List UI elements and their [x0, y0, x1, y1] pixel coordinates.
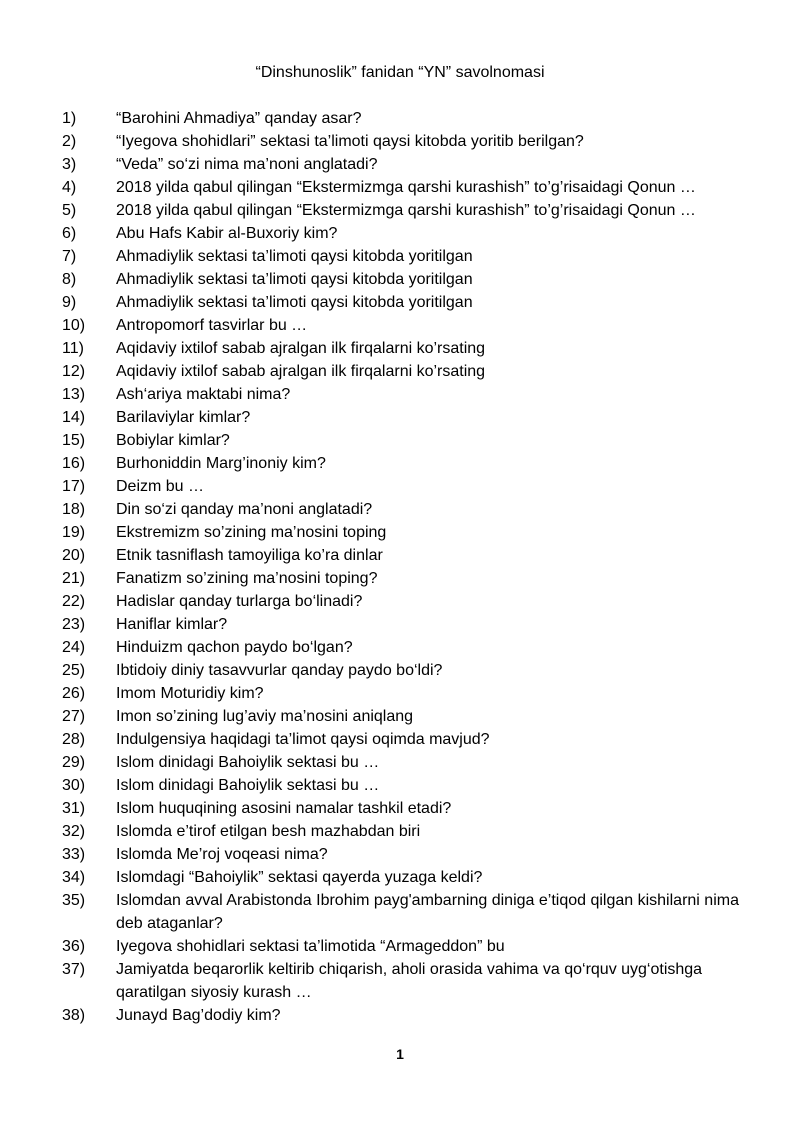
question-text: Indulgensiya haqidagi ta’limot qaysi oqimda mavjud?: [116, 731, 490, 748]
question-text: Aqidaviy ixtilof sabab ajralgan ilk firqalarni ko’rsating: [116, 340, 486, 357]
question-number: 7): [62, 248, 77, 265]
question-number: 5): [62, 202, 77, 219]
question-item: [62, 360, 758, 383]
question-number: 12): [62, 363, 86, 380]
question-item: [62, 958, 758, 1004]
question-number: 38): [62, 1007, 86, 1024]
question-number: 34): [62, 869, 86, 886]
question-text: Islomdan avval Arabistonda Ibrohim payg'ambarning diniga e’tiqod qilgan kishilarni nima deb ataganlar?: [116, 892, 739, 932]
question-item: [62, 1004, 758, 1027]
question-item: [62, 199, 758, 222]
question-item: [62, 659, 758, 682]
question-text: Barilaviylar kimlar?: [116, 409, 251, 426]
question-number: 6): [62, 225, 77, 242]
question-item: [62, 728, 758, 751]
question-item: [62, 613, 758, 636]
question-number: 21): [62, 570, 86, 587]
question-number: 1): [62, 110, 77, 127]
question-number: 10): [62, 317, 86, 334]
question-text: Islomda e’tirof etilgan besh mazhabdan biri: [116, 823, 421, 840]
question-text: Ash‘ariya maktabi nima?: [116, 386, 291, 403]
question-text: Islom dinidagi Bahoiylik sektasi bu …: [116, 777, 380, 794]
question-text: Antropomorf tasvirlar bu …: [116, 317, 308, 334]
question-text: Ahmadiylik sektasi ta’limoti qaysi kitobda yoritilgan: [116, 271, 473, 288]
question-item: [62, 337, 758, 360]
question-number: 26): [62, 685, 86, 702]
question-number: 18): [62, 501, 86, 518]
question-item: [62, 406, 758, 429]
question-text: 2018 yilda qabul qilingan “Ekstermizmga qarshi kurashish” to’g’risaidagi Qonun …: [116, 179, 696, 196]
question-item: [62, 291, 758, 314]
question-number: 14): [62, 409, 86, 426]
question-item: [62, 314, 758, 337]
question-number: 22): [62, 593, 86, 610]
question-number: 16): [62, 455, 86, 472]
question-text: “Veda” so‘zi nima ma’noni anglatadi?: [116, 156, 378, 173]
question-text: Hinduizm qachon paydo bo‘lgan?: [116, 639, 353, 656]
question-item: [62, 889, 758, 935]
question-item: [62, 383, 758, 406]
question-number: 35): [62, 892, 86, 909]
question-item: [62, 222, 758, 245]
question-number: 3): [62, 156, 77, 173]
question-item: [62, 498, 758, 521]
question-text: Islomdagi “Bahoiylik” sektasi qayerda yuzaga keldi?: [116, 869, 483, 886]
question-text: Islomda Me’roj voqeasi nima?: [116, 846, 328, 863]
question-number: 33): [62, 846, 86, 863]
question-item: [62, 475, 758, 498]
question-text: “Barohini Ahmadiya” qanday asar?: [116, 110, 362, 127]
question-number: 11): [62, 340, 84, 357]
question-number: 24): [62, 639, 86, 656]
question-number: 31): [62, 800, 86, 817]
question-text: Din so‘zi qanday ma’noni anglatadi?: [116, 501, 373, 518]
question-item: [62, 153, 758, 176]
question-item: [62, 245, 758, 268]
question-text: Aqidaviy ixtilof sabab ajralgan ilk firqalarni ko’rsating: [116, 363, 486, 380]
question-item: [62, 176, 758, 199]
question-item: [62, 843, 758, 866]
page-number: 1: [396, 1046, 404, 1062]
question-item: [62, 130, 758, 153]
question-number: 8): [62, 271, 77, 288]
question-number: 20): [62, 547, 86, 564]
question-item: [62, 705, 758, 728]
question-text: 2018 yilda qabul qilingan “Ekstermizmga qarshi kurashish” to’g’risaidagi Qonun …: [116, 202, 696, 219]
question-item: [62, 590, 758, 613]
question-text: Junayd Bag’dodiy kim?: [116, 1007, 281, 1024]
question-number: 4): [62, 179, 77, 196]
question-text: Iyegova shohidlari sektasi ta’limotida “Armageddon” bu: [116, 938, 505, 955]
question-text: Burhoniddin Marg’inoniy kim?: [116, 455, 326, 472]
question-item: [62, 452, 758, 475]
question-text: Ahmadiylik sektasi ta’limoti qaysi kitobda yoritilgan: [116, 294, 473, 311]
question-text: Deizm bu …: [116, 478, 205, 495]
question-item: [62, 820, 758, 843]
question-list: [62, 107, 758, 1027]
question-text: Haniflar kimlar?: [116, 616, 228, 633]
question-item: [62, 751, 758, 774]
question-text: Imon so’zining lug’aviy ma’nosini aniqlang: [116, 708, 414, 725]
question-item: [62, 268, 758, 291]
question-item: [62, 521, 758, 544]
question-item: [62, 429, 758, 452]
question-text: Jamiyatda beqarorlik keltirib chiqarish, aholi orasida vahima va qo‘rquv uyg‘otishga qaratilgan siyosiy kurash …: [116, 961, 703, 1001]
question-number: 17): [62, 478, 86, 495]
question-number: 9): [62, 294, 77, 311]
question-number: 15): [62, 432, 86, 449]
question-text: Abu Hafs Kabir al-Buxoriy kim?: [116, 225, 338, 242]
question-text: Imom Moturidiy kim?: [116, 685, 264, 702]
question-number: 28): [62, 731, 86, 748]
question-number: 13): [62, 386, 86, 403]
question-text: Etnik tasniflash tamoyiliga ko’ra dinlar: [116, 547, 383, 564]
document-title: “Dinshunoslik” fanidan “YN” savolnomasi: [255, 64, 545, 81]
question-number: 23): [62, 616, 86, 633]
question-text: Ahmadiylik sektasi ta’limoti qaysi kitobda yoritilgan: [116, 248, 473, 265]
question-item: [62, 682, 758, 705]
question-number: 25): [62, 662, 86, 679]
question-item: [62, 774, 758, 797]
question-text: Hadislar qanday turlarga bo‘linadi?: [116, 593, 363, 610]
question-number: 30): [62, 777, 86, 794]
question-text: Fanatizm so’zining ma’nosini toping?: [116, 570, 378, 587]
question-item: [62, 935, 758, 958]
question-number: 37): [62, 961, 86, 978]
question-text: Ibtidoiy diniy tasavvurlar qanday paydo bo‘ldi?: [116, 662, 443, 679]
question-item: [62, 797, 758, 820]
question-text: “Iyegova shohidlari” sektasi ta’limoti qaysi kitobda yoritib berilgan?: [116, 133, 584, 150]
question-text: Ekstremizm so’zining ma’nosini toping: [116, 524, 387, 541]
question-number: 27): [62, 708, 86, 725]
question-item: [62, 567, 758, 590]
question-item: [62, 866, 758, 889]
question-number: 36): [62, 938, 86, 955]
question-number: 32): [62, 823, 86, 840]
question-text: Islom huquqining asosini namalar tashkil etadi?: [116, 800, 452, 817]
question-text: Islom dinidagi Bahoiylik sektasi bu …: [116, 754, 380, 771]
question-number: 29): [62, 754, 86, 771]
question-item: [62, 636, 758, 659]
question-item: [62, 107, 758, 130]
question-text: Bobiylar kimlar?: [116, 432, 230, 449]
question-number: 2): [62, 133, 77, 150]
question-number: 19): [62, 524, 86, 541]
question-item: [62, 544, 758, 567]
